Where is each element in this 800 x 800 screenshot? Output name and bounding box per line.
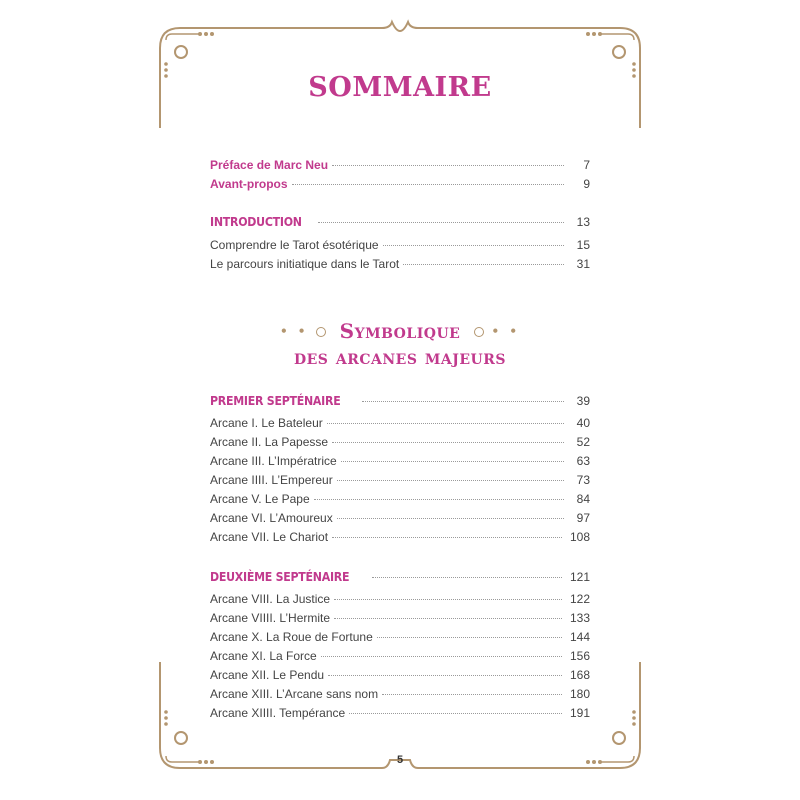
toc-entry[interactable]: Arcane V. Le Pape 84 <box>210 492 590 506</box>
toc-entry[interactable]: Arcane XI. La Force 156 <box>210 649 590 663</box>
toc-entry[interactable]: Arcane VII. Le Chariot 108 <box>210 530 590 544</box>
toc-entry[interactable]: Comprendre le Tarot ésotérique 15 <box>210 238 590 252</box>
toc-entry[interactable]: Arcane X. La Roue de Fortune 144 <box>210 630 590 644</box>
section-title-line1: Symbolique <box>339 319 461 343</box>
toc-heading-premier-septenaire[interactable]: PREMIER SEPTÉNAIRE 39 <box>210 393 590 408</box>
toc-entry-avant-propos[interactable]: Avant-propos 9 <box>210 177 590 191</box>
toc-entry[interactable]: Arcane III. L’Impératrice 63 <box>210 454 590 468</box>
toc-entry[interactable]: Arcane XIII. L’Arcane sans nom 180 <box>210 687 590 701</box>
page-number: 5 <box>396 754 404 766</box>
toc-entry[interactable]: Arcane VIIII. L’Hermite 133 <box>210 611 590 625</box>
toc-entry[interactable]: Arcane XII. Le Pendu 168 <box>210 668 590 682</box>
toc-entry[interactable]: Arcane XIIII. Tempérance 191 <box>210 706 590 720</box>
toc-entry[interactable]: Arcane II. La Papesse 52 <box>210 435 590 449</box>
toc-entry[interactable]: Arcane IIII. L’Empereur 73 <box>210 473 590 487</box>
toc-entry-preface[interactable]: Préface de Marc Neu 7 <box>210 158 590 172</box>
ornament-right-icon: • • <box>474 318 520 344</box>
toc-heading-introduction[interactable]: INTRODUCTION 13 <box>210 214 590 229</box>
toc-heading-deuxieme-septenaire[interactable]: DEUXIÈME SEPTÉNAIRE 121 <box>210 569 590 584</box>
toc-entry[interactable]: Arcane I. Le Bateleur 40 <box>210 416 590 430</box>
section-title-line2: des arcanes majeurs <box>293 345 507 369</box>
toc-entry[interactable]: Arcane VIII. La Justice 122 <box>210 592 590 606</box>
ornament-left-icon: • • <box>280 318 326 344</box>
toc-entry[interactable]: Le parcours initiatique dans le Tarot 31 <box>210 257 590 271</box>
toc-entry[interactable]: Arcane VI. L’Amoureux 97 <box>210 511 590 525</box>
page-title: SOMMAIRE <box>308 72 492 103</box>
section-title <box>0 318 800 370</box>
